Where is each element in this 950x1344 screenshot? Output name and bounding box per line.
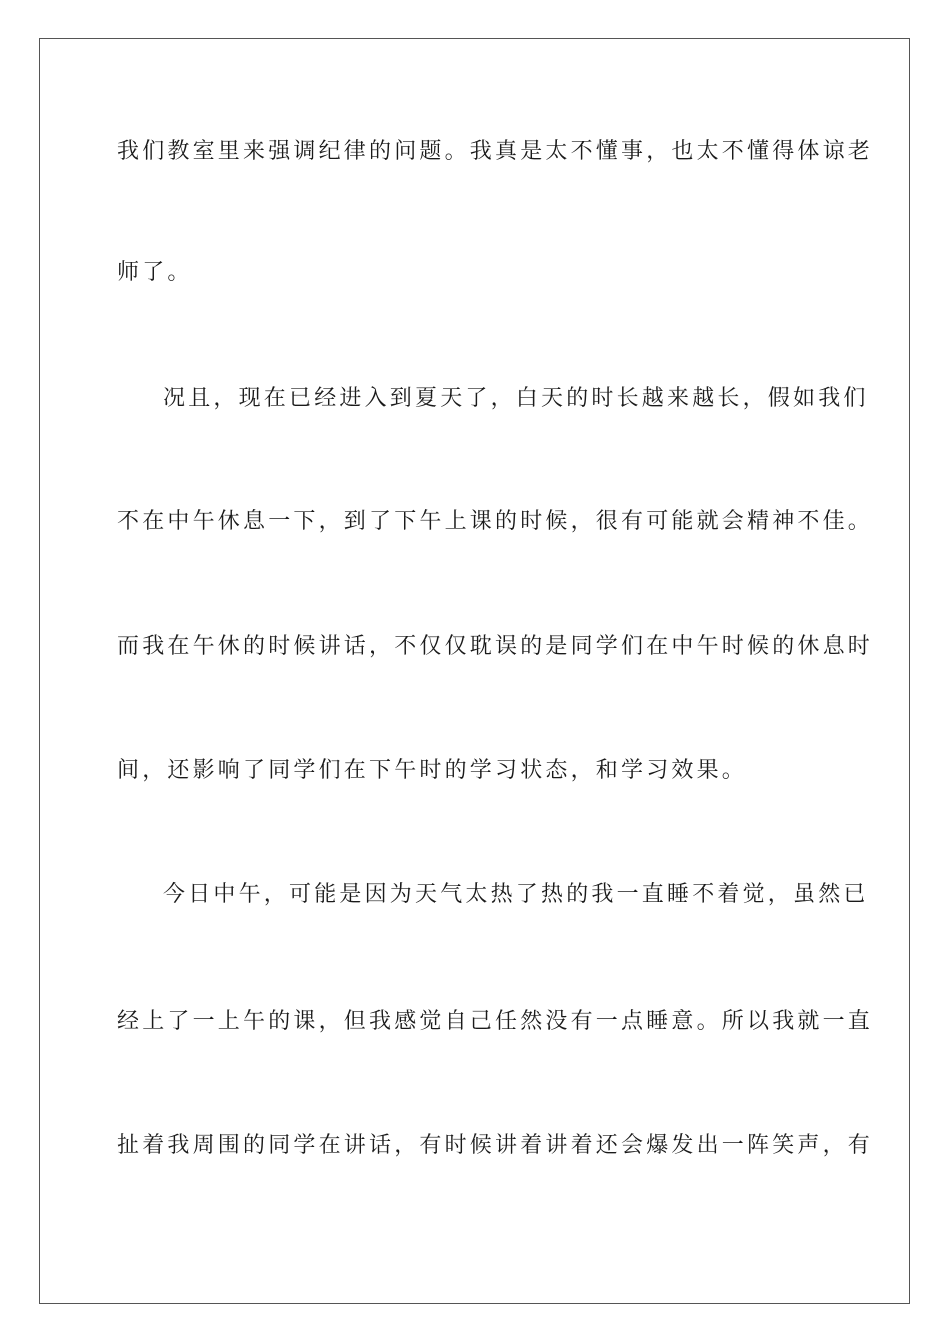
text-line: 师了。	[117, 260, 193, 285]
text-line: 我们教室里来强调纪律的问题。我真是太不懂事，也太不懂得体谅老	[117, 139, 874, 164]
text-line: 扯着我周围的同学在讲话，有时候讲着讲着还会爆发出一阵笑声，有	[117, 1133, 874, 1158]
paragraph-start-line: 况且，现在已经进入到夏天了，白天的时长越来越长，假如我们	[163, 386, 869, 411]
paragraph-start-line: 今日中午，可能是因为天气太热了热的我一直睡不着觉，虽然已	[163, 882, 869, 907]
text-line: 间，还影响了同学们在下午时的学习状态，和学习效果。	[117, 758, 748, 783]
page-border	[39, 38, 910, 1304]
text-line: 而我在午休的时候讲话，不仅仅耽误的是同学们在中午时候的休息时	[117, 634, 874, 659]
text-line: 经上了一上午的课，但我感觉自己任然没有一点睡意。所以我就一直	[117, 1009, 874, 1034]
text-line: 不在中午休息一下，到了下午上课的时候，很有可能就会精神不佳。	[117, 509, 874, 534]
